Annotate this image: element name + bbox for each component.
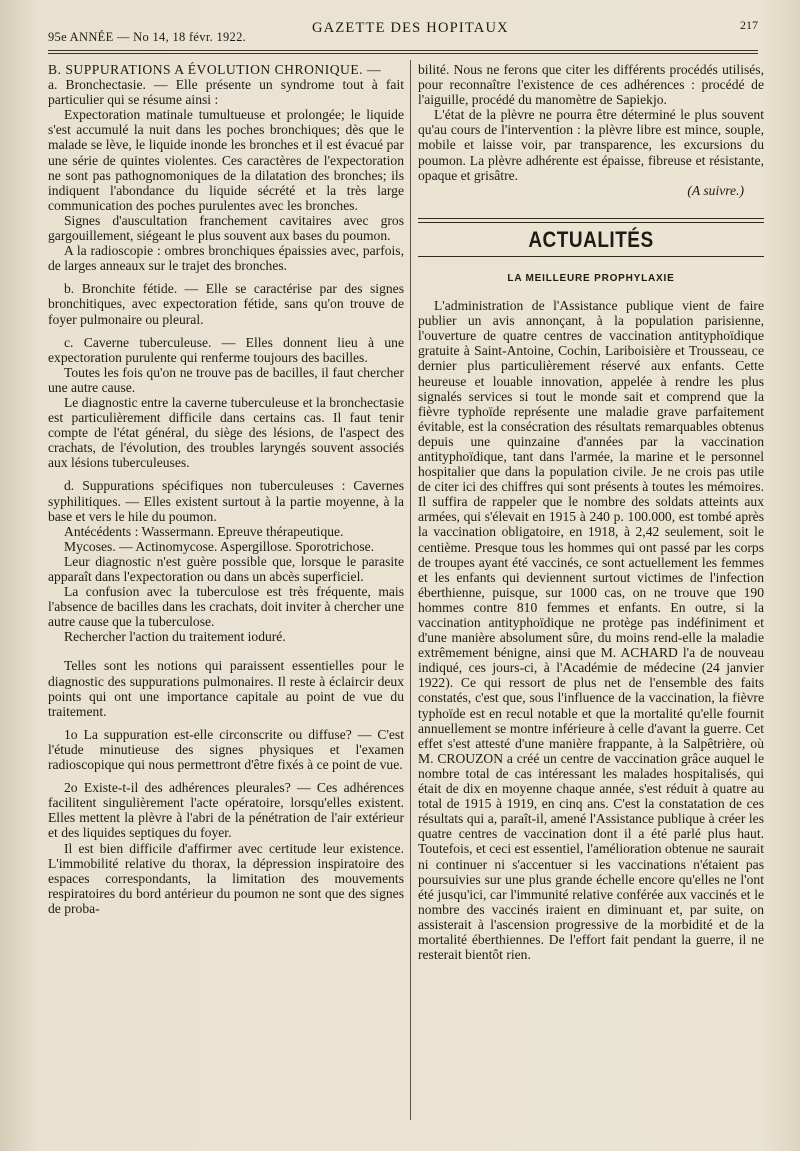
paragraph: d. Suppurations spécifiques non tuberculeuses : Cavernes syphilitiques. — Elles existent surtout à la partie moyenne, à la base et vers le hile du poumon. bbox=[48, 478, 404, 524]
paragraph: 2o Existe-t-il des adhérences pleurales? — Ces adhérences facilitent singulièrement l'acte opératoire, lorsqu'elles existent. Elles mettent la plèvre à l'abri de la pénétration de l'air extérieur et des liquides septiques du foyer. bbox=[48, 780, 404, 841]
left-column bbox=[48, 62, 404, 916]
paragraph: A la radioscopie : ombres bronchiques épaissies avec, parfois, de larges anneaux sur le trajet des bronches. bbox=[48, 243, 404, 274]
paragraph: Telles sont les notions qui paraissent essentielles pour le diagnostic des suppurations pulmonaires. Il reste à éclaircir deux points qui ont une importance capitale au point de vue du traitement. bbox=[48, 658, 404, 719]
paragraph: Rechercher l'action du traitement ioduré. bbox=[64, 629, 286, 645]
paragraph: Le diagnostic entre la caverne tuberculeuse et la bronchectasie est particulièrement difficile dans certains cas. Il faut tenir compte de l'état général, du siège des lésions, de l'aspect des crachats, de l'évolution, des troubles laryngés souvent associés aux lésions tuberculeuses. bbox=[48, 394, 404, 471]
paragraph: Signes d'auscultation franchement cavitaires avec gros gargouillement, siégeant le plus souvent aux bases du poumon. bbox=[48, 212, 404, 244]
paragraph: L'administration de l'Assistance publique vient de faire publier un avis annonçant, à la population parisienne, l'ouverture de quatre centres de vaccination antityphoïdique gratuite à Saint-Antoine, Cochin, Lariboisière et Trousseau, ce dernier plus particulièrement réservé aux enfants. Cette heureuse et louable innovation, appelée à rendre les plus signalés services si tout le monde sait et comprend que la fièvre typhoïde représente une maladie grave parfaitement évitable, est la consécration des résultats remarquables obtenus depuis une quinzaine d'années par la vaccination antityphoïdique, tant dans l'armée, la marine et le personnel hospitalier que dans la population civile. Je ne crois pas utile de citer ici des chiffres qui sont présents à toutes les mémoires. Il suffira de rappeler que le nombre des soldats atteints aux armées, qui s'élevait en 1915 à 240 p. 100.000, est tombé après la vaccination obligatoire, en 1918, à 2,42 seulement, soit le centième. Presque tous les hommes qui ont passé par les corps de troupes ayant été vaccinés, ce sont actuellement les femmes et les enfants qui deviennent surtout victimes de l'infection éberthienne, puisque, sur 1000 cas, on ne trouve que 190 hommes contre 810 femmes et enfants. En outre, si la vaccination antityphoïdique ne protège pas indéfiniment et d'une manière absolument sûre, du moins rend-elle la maladie extrêmement bénigne, ainsi que M. ACHARD l'a de nouveau indiqué, ces jours-ci, à l'Académie de médecine (24 janvier 1922). Ce qui ressort de plus net de l'ensemble des faits constatés, c'est que, sous l'influence de la vaccination, la fièvre typhoïde est en recul notable et que la mortalité qu'elle fournit annuellement se montre inférieure à celle d'avant la guerre. Cet effet s'est attesté d'une manière frappante, à la Salpêtrière, où M. CROUZON a créé un centre de vaccination grâce auquel le nombre total de cas intéressant les malades hospitalisés, qui était de dix en moyenne chaque année, s'est réduit à quatre au total de 1915 à 1919, en cinq ans. C'est la constatation de ces résultats qui a, paraît-il, amené l'Assistance publique à créer les quatre centres de vaccination dont il a été parlé plus haut. Toutefois, et ceci est essentiel, l'amélioration obtenue ne saurait ni continuer ni s'accentuer si les vaccinations n'étaient pas poursuivies sur une plus grande échelle encore qu'elles ne l'ont été jusqu'ici, car l'immunité relative conférée aux vaccinés et le nombre des vaccinés iraient en diminuant et, par suite, on assisterait à l'ascension progressive de la morbidité et de la mortalité éberthiennes. De l'effort fait pendant la guerre, il ne resterait bientôt rien. bbox=[418, 298, 764, 963]
paragraph: Il est bien difficile d'affirmer avec certitude leur existence. L'immobilité relative du thorax, la dépression inspiratoire des espaces correspondants, la limitation des mouvements respiratoires du bord antérieur du poumon ne sont que des signes de proba- bbox=[48, 840, 404, 916]
page-number: 217 bbox=[740, 18, 758, 32]
section-title-rule bbox=[418, 256, 764, 257]
paragraph: Expectoration matinale tumultueuse et prolongée; le liquide s'est accumulé la nuit dans les poches bronchiques; dès que le malade se lève, le liquide inonde les bronches et il est évacué par une série de quintes violentes. Ces caractères de l'expectoration ne sont pas pathognomoniques de la dilatation des bronches; ils indiquent l'abondance du liquide sécrété et la très large communication des poches purulentes avec les bronches. bbox=[48, 107, 404, 213]
section-rule bbox=[418, 218, 764, 223]
paragraph: Toutes les fois qu'on ne trouve pas de bacilles, il faut chercher une autre cause. bbox=[48, 364, 404, 395]
to-be-continued: (A suivre.) bbox=[687, 182, 744, 198]
paragraph: c. Caverne tuberculeuse. — Elles donnent lieu à une expectoration purulente qui renferme toujours des bacilles. bbox=[48, 334, 404, 365]
right-column-continuation bbox=[418, 62, 764, 183]
paragraph: b. Bronchite fétide. — Elle se caractérise par des signes bronchitiques, avec expectoration fétide, sans qu'on trouve de foyer pulmonaire ou pleural. bbox=[48, 281, 404, 327]
paragraph: Antécédents : Wassermann. Epreuve thérapeutique. bbox=[64, 523, 344, 539]
paragraph: B. SUPPURATIONS A ÉVOLUTION CHRONIQUE. — bbox=[48, 62, 382, 77]
paragraph: 1o La suppuration est-elle circonscrite ou diffuse? — C'est l'étude minutieuse des signes physiques et l'examen radioscopique qui nous permettront d'être fixés à ce point de vue. bbox=[48, 726, 404, 773]
journal-title: GAZETTE DES HOPITAUX bbox=[312, 20, 509, 36]
header-rule bbox=[48, 50, 758, 51]
paragraph: L'état de la plèvre ne pourra être déterminé le plus souvent qu'au cours de l'intervention : la plèvre libre est mince, souple, mobile et laisse voir, par transparence, les excursions du poumon. La plèvre adhérente est épaisse, fibreuse et résistante, opaque et grisâtre. bbox=[418, 107, 764, 183]
column-divider bbox=[410, 60, 411, 1120]
article-title: LA MEILLEURE PROPHYLAXIE bbox=[507, 272, 675, 284]
right-column bbox=[418, 62, 764, 962]
article-body bbox=[418, 298, 764, 962]
paragraph: Leur diagnostic n'est guère possible que, lorsque le parasite apparaît dans l'expectoration ou dans un abcès superficiel. bbox=[48, 553, 404, 584]
paragraph: Mycoses. — Actinomycose. Aspergillose. Sporotrichose. bbox=[64, 538, 375, 554]
paragraph: La confusion avec la tuberculose est très fréquente, mais l'absence de bacilles dans les crachats, doit inviter à chercher une autre cause que la tuberculose. bbox=[48, 584, 404, 630]
issue-info: 95e ANNÉE — No 14, 18 févr. 1922. bbox=[48, 30, 247, 44]
section-title: ACTUALITÉS bbox=[528, 228, 654, 253]
header-rule-secondary bbox=[48, 53, 758, 54]
page-header bbox=[48, 14, 758, 48]
paragraph: a. Bronchectasie. — Elle présente un syndrome tout à fait particulier qui se résume ainsi : bbox=[48, 77, 404, 108]
paragraph: bilité. Nous ne ferons que citer les différents procédés utilisés, pour reconnaître l'existence de ces adhérences : procédé de l'aiguille, procédé du manomètre de Sapiekjo. bbox=[418, 62, 764, 108]
